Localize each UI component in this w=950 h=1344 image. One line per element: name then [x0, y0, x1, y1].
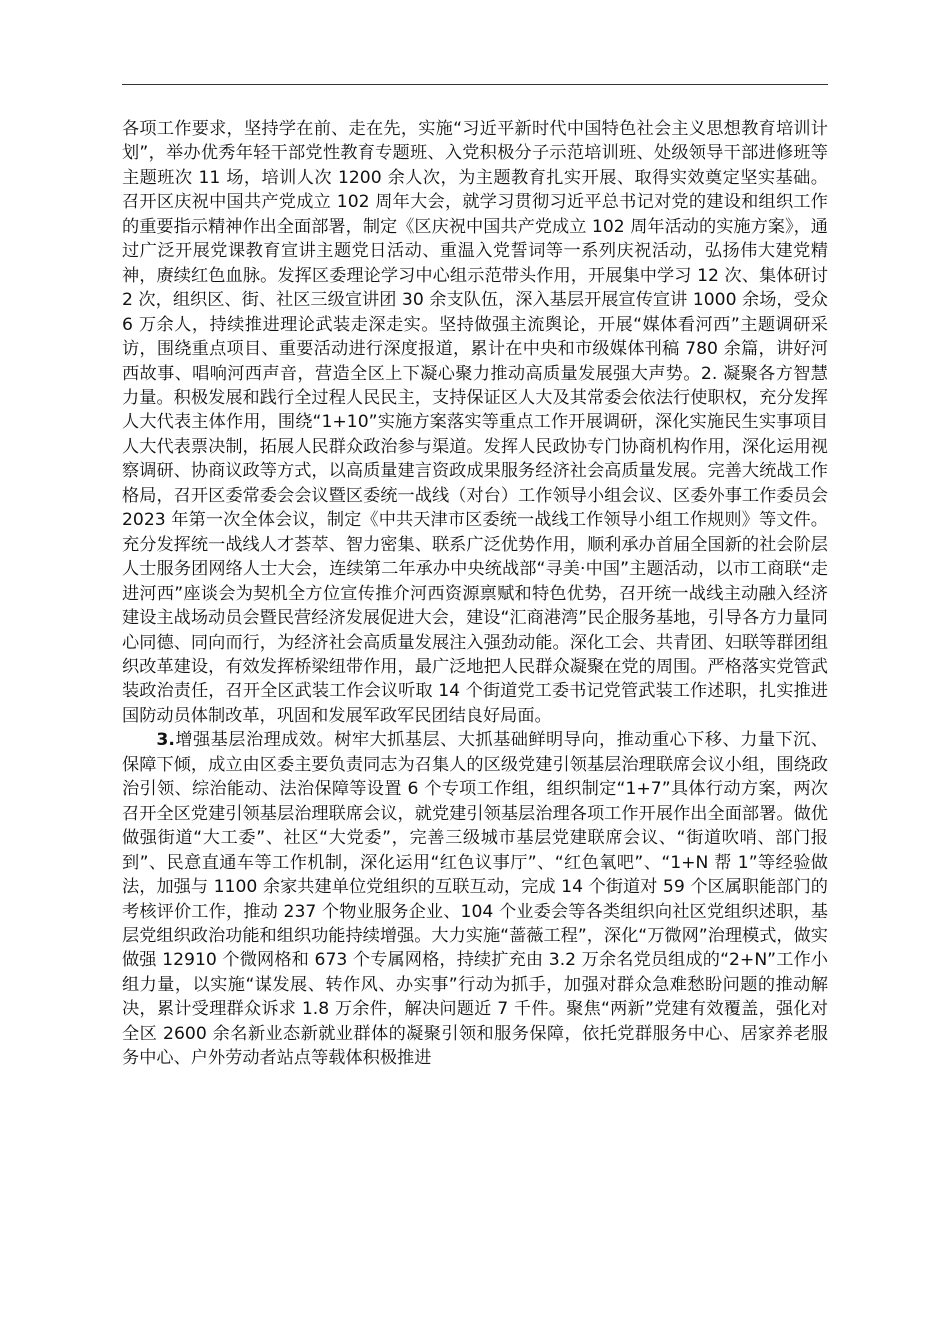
document-body: [122, 117, 828, 1071]
header-rule: [122, 84, 828, 85]
paragraph-text: 各项工作要求，坚持学在前、走在先，实施“习近平新时代中国特色社会主义思想教育培训计划”，举办优秀年轻干部党性教育专题班、入党积极分子示范培训班、处级领导干部进修班等主题班次 11 场，培训人次 1200 余人次，为主题教育扎实开展、取得实效奠定坚实基础。召开区庆祝中国共产党成立 102 周年大会，就学习贯彻习近平总书记对党的建设和组织工作的重要指示精神作出全面部署，制定《区庆祝中国共产党成立 102 周年活动的实施方案》，通过广泛开展党课教育宣讲主题党日活动、重温入党誓词等一系列庆祝活动，弘扬伟大建党精神，赓续红色血脉。发挥区委理论学习中心组示范带头作用，开展集中学习 12 次、集体研讨 2 次，组织区、街、社区三级宣讲团 30 余支队伍，深入基层开展宣传宣讲 1000 余场，受众 6 万余人，持续推进理论武装走深走实。坚持做强主流舆论，开展“媒体看河西”主题调研采访，围绕重点项目、重要活动进行深度报道，累计在中央和市级媒体刊稿 780 余篇，讲好河西故事、唱响河西声音，营造全区上下凝心聚力推动高质量发展强大声势。2. 凝聚各方智慧力量。积极发展和践行全过程人民民主，支持保证区人大及其常委会依法行使职权，充分发挥人大代表主体作用，围绕“1+10”实施方案落实等重点工作开展调研，深化实施民生实事项目人大代表票决制，拓展人民群众政治参与渠道。发挥人民政协专门协商机构作用，深化运用视察调研、协商议政等方式，以高质量建言资政成果服务经济社会高质量发展。完善大统战工作格局，召开区委常委会会议暨区委统一战线（对台）工作领导小组会议、区委外事工作委员会 2023 年第一次全体会议，制定《中共天津市区委统一战线工作领导小组工作规则》等文件。充分发挥统一战线人才荟萃、智力密集、联系广泛优势作用，顺利承办首届全国新的社会阶层人士服务团网络人士大会，连续第二年承办中央统战部“寻美·中国”主题活动，以市工商联“走进河西”座谈会为契机全方位宣传推介河西资源禀赋和特色优势，召开统一战线主动融入经济建设主战场动员会暨民营经济发展促进大会，建设“汇商港湾”民企服务基地，引导各方力量同心同德、同向而行，为经济社会高质量发展注入强劲动能。深化工会、共青团、妇联等群团组织改革建设，有效发挥桥梁纽带作用，最广泛地把人民群众凝聚在党的周围。严格落实党管武装政治责任，召开全区武装工作会议听取 14 个街道党工委书记党管武装工作述职，扎实推进国防动员体制改革，巩固和发展军政军民团结良好局面。: [122, 119, 828, 726]
paragraph-text: 增强基层治理成效。树牢大抓基层、大抓基础鲜明导向，推动重心下移、力量下沉、保障下倾，成立由区委主要负责同志为召集人的区级党建引领基层治理联席会议小组，围绕政治引领、综治能动、法治保障等设置 6 个专项工作组，组织制定“1+7”具体行动方案，两次召开全区党建引领基层治理联席会议，就党建引领基层治理各项工作开展作出全面部署。做优做强街道“大工委”、社区“大党委”，完善三级城市基层党建联席会议、“街道吹哨、部门报到”、民意直通车等工作机制，深化运用“红色议事厅”、“红色氧吧”、“1+N 帮 1”等经验做法，加强与 1100 余家共建单位党组织的互联互动，完成 14 个街道对 59 个区属职能部门的考核评价工作，推动 237 个物业服务企业、104 个业委会等各类组织向社区党组织述职，基层党组织政治功能和组织功能持续增强。大力实施“蔷薇工程”，深化“万微网”治理模式，做实做强 12910 个微网格和 673 个专属网格，持续扩充由 3.2 万余名党员组成的“2+N”工作小组力量，以实施“谋发展、转作风、办实事”行动为抓手，加强对群众急难愁盼问题的推动解决，累计受理群众诉求 1.8 万余件，解决问题近 7 千件。聚焦“两新”党建有效覆盖，强化对全区 2600 余名新业态新就业群体的凝聚引领和服务保障，依托党群服务中心、居家养老服务中心、户外劳动者站点等载体积极推进: [122, 730, 828, 1069]
body-paragraph-1: [122, 117, 828, 728]
body-paragraph-2: [122, 728, 828, 1070]
section-number: 3.: [156, 730, 175, 751]
